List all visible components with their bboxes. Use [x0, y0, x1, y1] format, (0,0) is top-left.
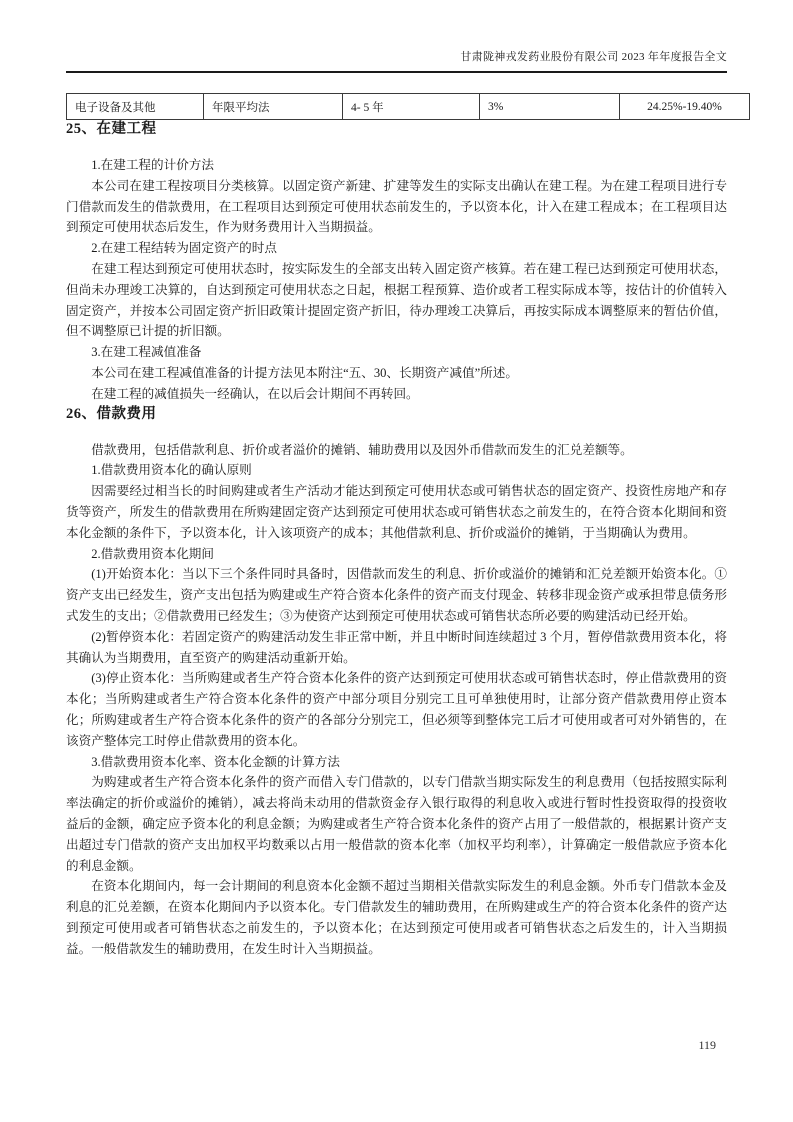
paragraph: 1.借款费用资本化的确认原则 — [91, 463, 252, 478]
paragraph: 在建工程达到预定可使用状态时，按实际发生的全部支出转入固定资产核算。若在建工程已达到预定可使用状态，但尚未办理竣工决算的，自达到预定可使用状态之日起，根据工程预算、造价或者工程实际成本等，按估计的价值转入固定资产，并按本公司固定资产折旧政策计提固定资产折旧，待办理竣工决算后，再按实际成本调整原来的暂估价值，但不调整原已计提的折旧额。 — [66, 261, 727, 339]
page-header — [66, 50, 727, 73]
paragraph: 2.在建工程结转为固定资产的时点 — [91, 241, 277, 256]
section-26-body — [66, 440, 727, 960]
paragraph: 为购建或者生产符合资本化条件的资产而借入专门借款的，以专门借款当期实际发生的利息费用（包括按照实际利率法确定的折价或溢价的摊销），减去将尚未动用的借款资金存入银行取得的利息收入或进行暂时性投资取得的投资收益后的金额，确定应予资本化的利息金额；为购建或者生产符合资本化条件的资产占用了一般借款的，根据累计资产支出超过专门借款的资产支出加权平均数乘以占用一般借款的资本化率（加权平均利率），计算确定一般借款应予资本化的利息金额。 — [66, 775, 727, 873]
paragraph: (3)停止资本化：当所购建或者生产符合资本化条件的资产达到预定可使用状态或可销售状态时，停止借款费用的资本化；当所购建或者生产符合资本化条件的资产中部分项目分别完工且可单独使用时，让部分资产借款费用停止资本化；所购建或者生产符合资本化条件的资产的各部分分别完工，但必须等到整体完工后才可使用或者可对外销售的，在该资产整体完工时停止借款费用的资本化。 — [66, 671, 727, 748]
report-title: 甘肃陇神戎发药业股份有限公司 2023 年年度报告全文 — [460, 51, 727, 63]
table-cell-depreciation-method: 年限平均法 — [204, 94, 343, 120]
paragraph: 在建工程的减值损失一经确认，在以后会计期间不再转回。 — [91, 386, 419, 401]
paragraph: 在资本化期间内，每一会计期间的利息资本化金额不超过当期相关借款实际发生的利息金额。外币专门借款本金及利息的汇兑差额，在资本化期间内予以资本化。专门借款发生的辅助费用，在所购建或生产的符合资本化条件的资产达到预定可使用或者可销售状态之前发生的，予以资本化；在达到预定可使用或者可销售状态之后发生的，计入当期损益。一般借款发生的辅助费用，在发生时计入当期损益。 — [66, 879, 727, 956]
paragraph: (2)暂停资本化：若固定资产的购建活动发生非正常中断，并且中断时间连续超过 3 个月，暂停借款费用资本化，将其确认为当期费用，直至资产的购建活动重新开始。 — [66, 629, 727, 665]
paragraph: 因需要经过相当长的时间购建或者生产活动才能达到预定可使用状态或可销售状态的固定资产、投资性房地产和存货等资产，所发生的借款费用在所购建固定资产达到预定可使用状态或可销售状态之前发生的，在符合资本化期间和资本化金额的条件下，予以资本化，计入该项资产的成本；其他借款利息、折价或溢价的摊销，于当期确认为费用。 — [66, 484, 727, 540]
paragraph: 借款费用，包括借款利息、折价或者溢价的摊销、辅助费用以及因外币借款而发生的汇兑差额等。 — [91, 442, 633, 457]
paragraph: (1)开始资本化：当以下三个条件同时具备时，因借款而发生的利息、折价或溢价的摊销和汇兑差额开始资本化。①资产支出已经发生，资产支出包括为购建或生产符合资本化条件的资产而支付现金、转移非现金资产或承担带息债务形式发生的支出；②借款费用已经发生；③为使资产达到预定可使用状态或可销售状态所必要的购建活动已经开始。 — [66, 567, 727, 623]
paragraph: 本公司在建工程按项目分类核算。以固定资产新建、扩建等发生的实际支出确认在建工程。为在建工程项目进行专门借款而发生的借款费用，在工程项目达到预定可使用状态前发生的，予以资本化，计入在建工程成本；在工程项目达到预定可使用状态后发生，作为财务费用计入当期损益。 — [66, 178, 727, 235]
paragraph: 本公司在建工程减值准备的计提方法见本附注“五、30、长期资产减值”所述。 — [91, 365, 518, 380]
paragraph: 1.在建工程的计价方法 — [91, 158, 214, 172]
table-cell-residual-rate: 3% — [480, 94, 620, 120]
table-cell-asset-category: 电子设备及其他 — [67, 94, 204, 120]
section-25-heading: 25、在建工程 — [66, 121, 157, 137]
table-cell-annual-rate: 24.25%-19.40% — [620, 94, 750, 120]
page-number: 119 — [698, 1038, 716, 1052]
paragraph: 3.在建工程减值准备 — [91, 345, 202, 360]
table-row — [67, 94, 750, 120]
section-25-body — [66, 155, 727, 405]
section-26-heading: 26、借款费用 — [66, 405, 157, 422]
paragraph: 3.借款费用资本化率、资本化金额的计算方法 — [91, 754, 340, 769]
paragraph: 2.借款费用资本化期间 — [91, 546, 214, 561]
table-cell-useful-life: 4- 5 年 — [343, 94, 480, 120]
depreciation-table — [66, 93, 750, 120]
